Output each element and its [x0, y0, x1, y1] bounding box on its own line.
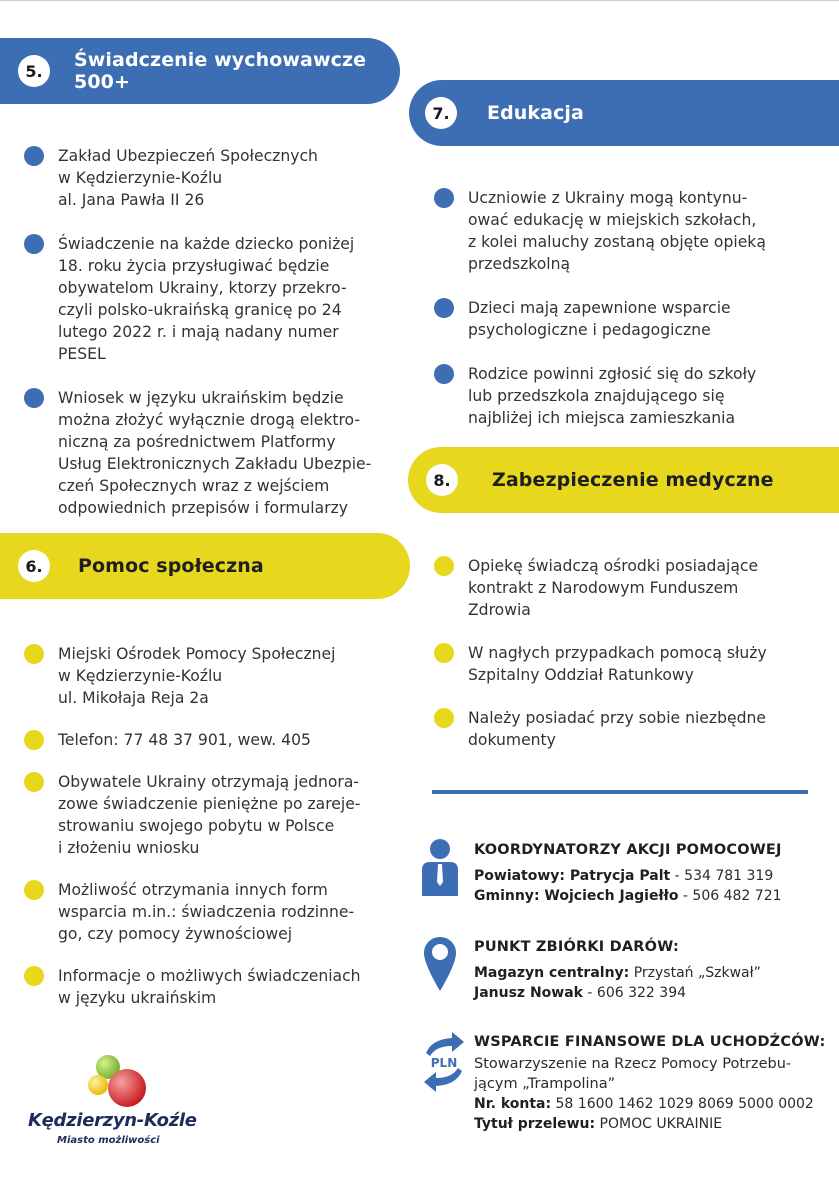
city-logo-name: Kędzierzyn-Koźle [28, 1110, 197, 1131]
bullet-dot-icon [434, 364, 454, 384]
donation-value: Przystań „Szkwał” [629, 965, 761, 981]
city-logo-tagline: Miasto możliwości [57, 1135, 160, 1146]
section-6-banner [0, 533, 410, 599]
list-item [24, 771, 414, 859]
section-6-list [24, 643, 414, 1029]
coordinators-block [474, 840, 834, 906]
coordinators-heading: KOORDYNATORZY AKCJI POMOCOWEJ [474, 842, 782, 858]
financial-line [474, 1114, 834, 1134]
list-item [24, 145, 394, 211]
list-item [24, 965, 414, 1009]
donation-line [474, 963, 834, 983]
pln-exchange-icon [418, 1029, 470, 1095]
section-5-list [24, 145, 394, 541]
section-7-banner [409, 80, 839, 146]
bullet-dot-icon [24, 146, 44, 166]
financial-label: Nr. konta: [474, 1096, 552, 1112]
section-6-title: Pomoc społeczna [78, 555, 264, 577]
financial-support-block [474, 1032, 834, 1134]
donation-line [474, 983, 834, 1003]
top-border-line [0, 0, 839, 1]
coordinator-phone: - 506 482 721 [678, 888, 782, 904]
section-7-title: Edukacja [487, 102, 584, 124]
list-item-text: Należy posiadać przy sobie niezbędne dokumenty [468, 709, 766, 749]
city-logo [24, 1052, 197, 1152]
section-8-list [434, 555, 824, 772]
financial-heading: WSPARCIE FINANSOWE DLA UCHODŹCÓW: [474, 1034, 826, 1050]
list-item [24, 879, 414, 945]
coordinator-name: Powiatowy: Patrycja Palt [474, 868, 671, 884]
list-item-text: Uczniowie z Ukrainy mogą kontynu- ować edukację w miejskich szkołach, z kolei maluchy zostaną objęte opieką przedszkolną [468, 189, 766, 273]
list-item [434, 363, 824, 429]
list-item-text: Możliwość otrzymania innych form wsparcia m.in.: świadczenia rodzinne- go, czy pomocy żywnościowej [58, 881, 355, 943]
section-8-title: Zabezpieczenie medyczne [492, 469, 774, 491]
list-item-text: Dzieci mają zapewnione wsparcie psychologiczne i pedagogiczne [468, 299, 731, 339]
bullet-dot-icon [24, 730, 44, 750]
bullet-dot-icon [24, 966, 44, 986]
map-pin-icon [424, 937, 456, 991]
list-item [24, 233, 394, 365]
city-logo-mark-icon [82, 1054, 152, 1114]
bullet-dot-icon [434, 298, 454, 318]
donation-label: Magazyn centralny: [474, 965, 630, 981]
section-7-number: 7. [425, 97, 457, 129]
person-icon [420, 838, 460, 896]
financial-org: Stowarzyszenie na Rzecz Pomocy Potrzebu- jącym „Trampolina” [474, 1056, 792, 1092]
coordinator-name: Gminny: Wojciech Jagiełło [474, 888, 679, 904]
bullet-dot-icon [434, 188, 454, 208]
donations-block [474, 937, 834, 1003]
list-item-text: Opiekę świadczą ośrodki posiadające kontrakt z Narodowym Funduszem Zdrowia [468, 557, 759, 619]
pln-icon-text: PLN [430, 1056, 458, 1070]
list-item-text: Obywatele Ukrainy otrzymają jednora- zowe świadczenie pieniężne po zareje- strowaniu swojego pobytu w Polsce i złożeniu wniosku [58, 773, 361, 857]
bullet-dot-icon [24, 880, 44, 900]
section-6-number: 6. [18, 550, 50, 582]
bullet-dot-icon [24, 388, 44, 408]
bullet-dot-icon [434, 643, 454, 663]
list-item-text: Świadczenie na każde dziecko poniżej 18. roku życia przysługiwać będzie obywatelom Ukrainy, ktorzy przekro- czyli polsko-ukraińską granicę po 24 lutego 2022 r. i mają nadany numer PESEL [58, 235, 355, 363]
financial-label: Tytuł przelewu: [474, 1116, 596, 1132]
donations-heading: PUNKT ZBIÓRKI DARÓW: [474, 939, 679, 955]
list-item-text: W nagłych przypadkach pomocą służy Szpitalny Oddział Ratunkowy [468, 644, 767, 684]
list-item-text: Telefon: 77 48 37 901, wew. 405 [58, 731, 311, 749]
list-item-text: Informacje o możliwych świadczeniach w języku ukraińskim [58, 967, 361, 1007]
bullet-dot-icon [434, 708, 454, 728]
section-5-title: Świadczenie wychowawcze 500+ [74, 49, 367, 93]
bullet-dot-icon [434, 556, 454, 576]
list-item [434, 642, 824, 686]
financial-value: POMOC UKRAINIE [595, 1116, 723, 1132]
section-8-number: 8. [426, 464, 458, 496]
section-7-list [434, 187, 824, 451]
financial-value: 58 1600 1462 1029 8069 5000 0002 [551, 1096, 814, 1112]
list-item [434, 187, 824, 275]
bullet-dot-icon [24, 234, 44, 254]
list-item [24, 643, 414, 709]
section-divider [432, 790, 808, 794]
bullet-dot-icon [24, 644, 44, 664]
list-item [24, 387, 394, 519]
donation-value: - 606 322 394 [582, 985, 687, 1001]
list-item [434, 297, 824, 341]
section-5-banner [0, 38, 400, 104]
section-8-banner [408, 447, 839, 513]
bullet-dot-icon [24, 772, 44, 792]
list-item [434, 707, 824, 751]
coordinator-line [474, 886, 834, 906]
list-item-text: Wniosek w języku ukraińskim będzie można złożyć wyłącznie drogą elektro- niczną za pośrednictwem Platformy Usług Elektronicznych Zakładu Ubezpie- czeń Społecznych wraz z wejściem odpowiednich przepisów i formularzy [58, 389, 372, 517]
donation-label: Janusz Nowak [474, 985, 583, 1001]
list-item [434, 555, 824, 621]
list-item-text: Zakład Ubezpieczeń Społecznych w Kędzierzynie-Koźlu al. Jana Pawła II 26 [58, 147, 318, 209]
coordinator-phone: - 534 781 319 [670, 868, 774, 884]
list-item [24, 729, 414, 751]
coordinator-line [474, 866, 834, 886]
list-item-text: Miejski Ośrodek Pomocy Społecznej w Kędzierzynie-Koźlu ul. Mikołaja Reja 2a [58, 645, 336, 707]
financial-line [474, 1094, 834, 1114]
list-item-text: Rodzice powinni zgłosić się do szkoły lub przedszkola znajdującego się najbliżej ich miejsca zamieszkania [468, 365, 757, 427]
section-5-number: 5. [18, 55, 50, 87]
